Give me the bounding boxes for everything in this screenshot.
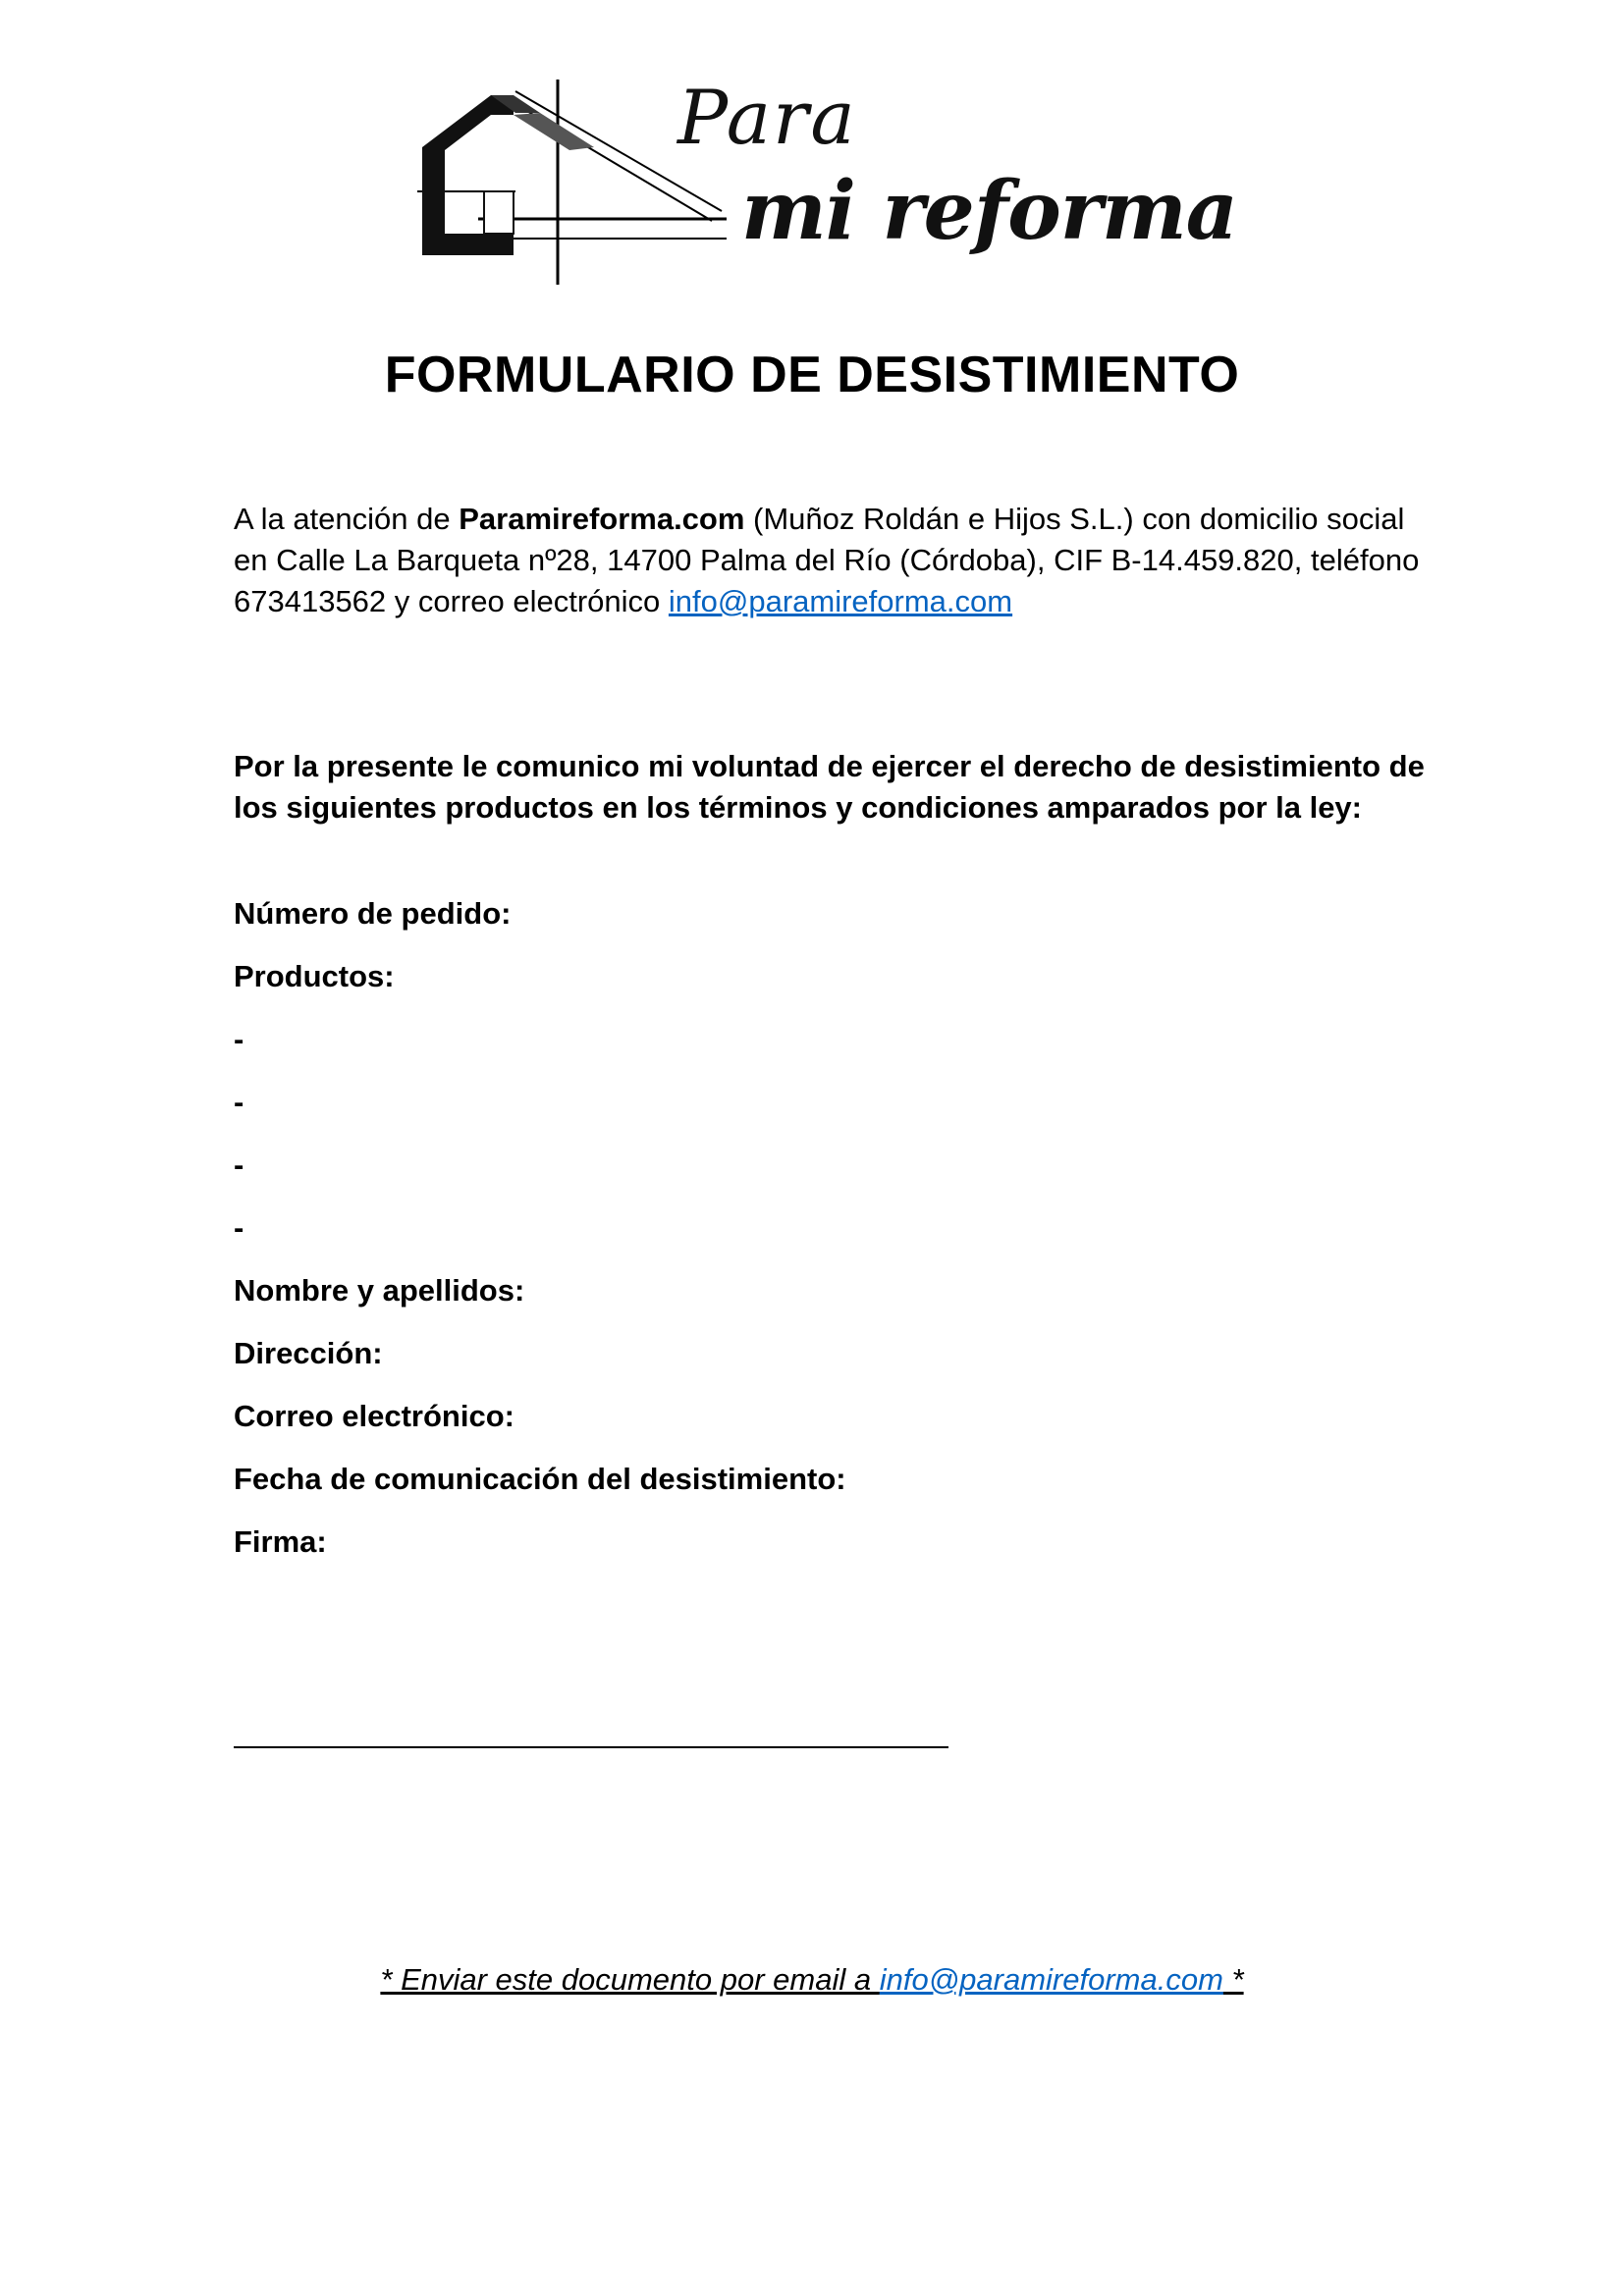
full-name-label: Nombre y apellidos: bbox=[234, 1273, 525, 1308]
contact-email-link[interactable]: info@paramireforma.com bbox=[668, 584, 1013, 618]
declaration-text: Por la presente le comunico mi voluntad de ejercer el derecho de desistimiento de los siguientes productos en los términos y condiciones amparados por la ley: bbox=[234, 749, 1425, 825]
footer-prefix: * Enviar este documento por email a bbox=[380, 1962, 880, 1997]
order-number-label: Número de pedido: bbox=[234, 896, 512, 931]
date-label: Fecha de comunicación del desistimiento: bbox=[234, 1462, 846, 1496]
page-title: FORMULARIO DE DESISTIMIENTO bbox=[384, 347, 1240, 403]
company-name: Paramireforma.com bbox=[459, 502, 745, 536]
address-label: Dirección: bbox=[234, 1336, 383, 1370]
footer-email-link[interactable]: info@paramireforma.com bbox=[879, 1962, 1223, 1997]
footer-suffix: * bbox=[1222, 1962, 1244, 1997]
footer-note bbox=[0, 1962, 1624, 1998]
product-item: - bbox=[234, 1210, 244, 1245]
withdrawal-form bbox=[234, 746, 1432, 1559]
signature-label: Firma: bbox=[234, 1524, 327, 1559]
product-item: - bbox=[234, 1022, 244, 1056]
recipient-paragraph bbox=[234, 499, 1432, 622]
email-label: Correo electrónico: bbox=[234, 1399, 514, 1433]
products-label: Productos: bbox=[234, 959, 395, 993]
company-logo bbox=[417, 74, 1237, 294]
logo-text-para: Para bbox=[677, 74, 857, 161]
intro-text-1: A la atención de bbox=[234, 502, 460, 536]
logo-text-mi-reforma: mi reforma bbox=[741, 164, 1237, 258]
product-item: - bbox=[234, 1085, 244, 1119]
intro-text-2: (Muñoz Roldán e Hijos S.L.) con domicilio social en Calle La Barqueta nº28, 14700 Palma del Río (Córdoba), CIF B-14.459.820, teléfono 673413562 y correo electrónico bbox=[234, 502, 1420, 618]
product-item: - bbox=[234, 1148, 244, 1182]
signature-line bbox=[234, 1746, 948, 1748]
